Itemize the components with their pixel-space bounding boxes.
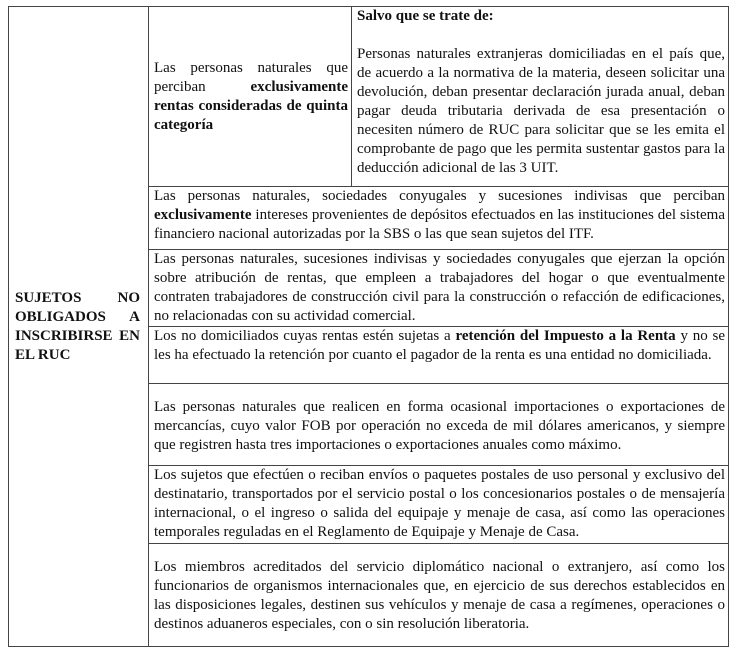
obligations-table [8,6,729,647]
cell-text: Los miembros acreditados del servicio diplomático nacional o extranjero, así como los funcionarios de organismos internacionales que, en ejercicio de sus derechos establecidos en las disposiciones legales, destinen sus vehículos y menaje de casa a regímenes, operaciones o destinos aduaneros especiales, con o sin resolución liberatoria. [154,559,725,632]
cell-text: Las personas naturales, sociedades conyugales y sucesiones indivisas que perciban [154,188,725,204]
cell-text: Los no domiciliados cuyas rentas estén sujetas a [154,328,456,344]
cell-text: y no se les ha efectuado la retención por cuanto el pagador de la renta es una entidad no domiciliada. [154,328,725,363]
left-label-cell [9,7,149,647]
exception-body: Personas naturales extranjeras domiciliadas en el país que, de acuerdo a la normativa de la materia, deseen solicitar una devolución, deban presentar declaración jurada anual, deban pagar deuda tributaria derivada de esa presentación o necesiten número de RUC para solicitar que se les emita el comprobante de pago que les permita sustentar gastos para la deducción adicional de las 3 UIT. [357,46,725,176]
table-row [9,7,729,187]
cell-text: Las personas naturales que realicen en forma ocasional importaciones o exportaciones de mercancías, cuyo valor FOB por operación no exceda de mil dólares americanos, y siempre que registren hasta tres importaciones o exportaciones anuales como máximo. [154,399,725,453]
cell-bold-text: retención del Impuesto a la Renta [455,328,676,344]
left-label: SUJETOS NO OBLIGADOS A INSCRIBIRSE EN EL RUC [15,289,140,363]
quinta-categoria-cell [149,7,352,187]
cell-bold-text: exclusivamente [154,207,252,223]
cell-text: Las personas naturales, sucesiones indivisas y sociedades conyugales que ejerzan la opción sobre atribución de rentas, que empleen a trabajadores del hogar o que eventualmente contraten trabajadores de construcción civil para la construcción o refacción de edificaciones, no relacionadas con su actividad comercial. [154,251,725,324]
exception-title: Salvo que se trate de: [357,8,494,24]
atribucion-rentas-cell [149,250,729,327]
cell-text: intereses provenientes de depósitos efectuados en las instituciones del sistema financiero nacional autorizadas por la SBS o las que sean sujetos del ITF. [154,207,725,242]
importaciones-cell [149,384,729,466]
no-domiciliados-cell [149,327,729,384]
cell-text: Las personas naturales que perciban [154,59,348,95]
cell-text: Los sujetos que efectúen o reciban envíos o paquetes postales de uso personal y exclusivo del destinatario, transportados por el servicio postal o los concesionarios postales o de mensajería internacional, o el ingreso o salida del equipaje y menaje de casa, así como las operaciones temporales reguladas en el Reglamento de Equipaje y Menaje de Casa. [154,467,725,540]
cell-bold-text: exclusivamente rentas consideradas de quinta categoría [154,78,348,133]
exception-cell [352,7,729,187]
envios-postales-cell [149,466,729,544]
diplomaticos-cell [149,544,729,647]
intereses-cell [149,187,729,250]
